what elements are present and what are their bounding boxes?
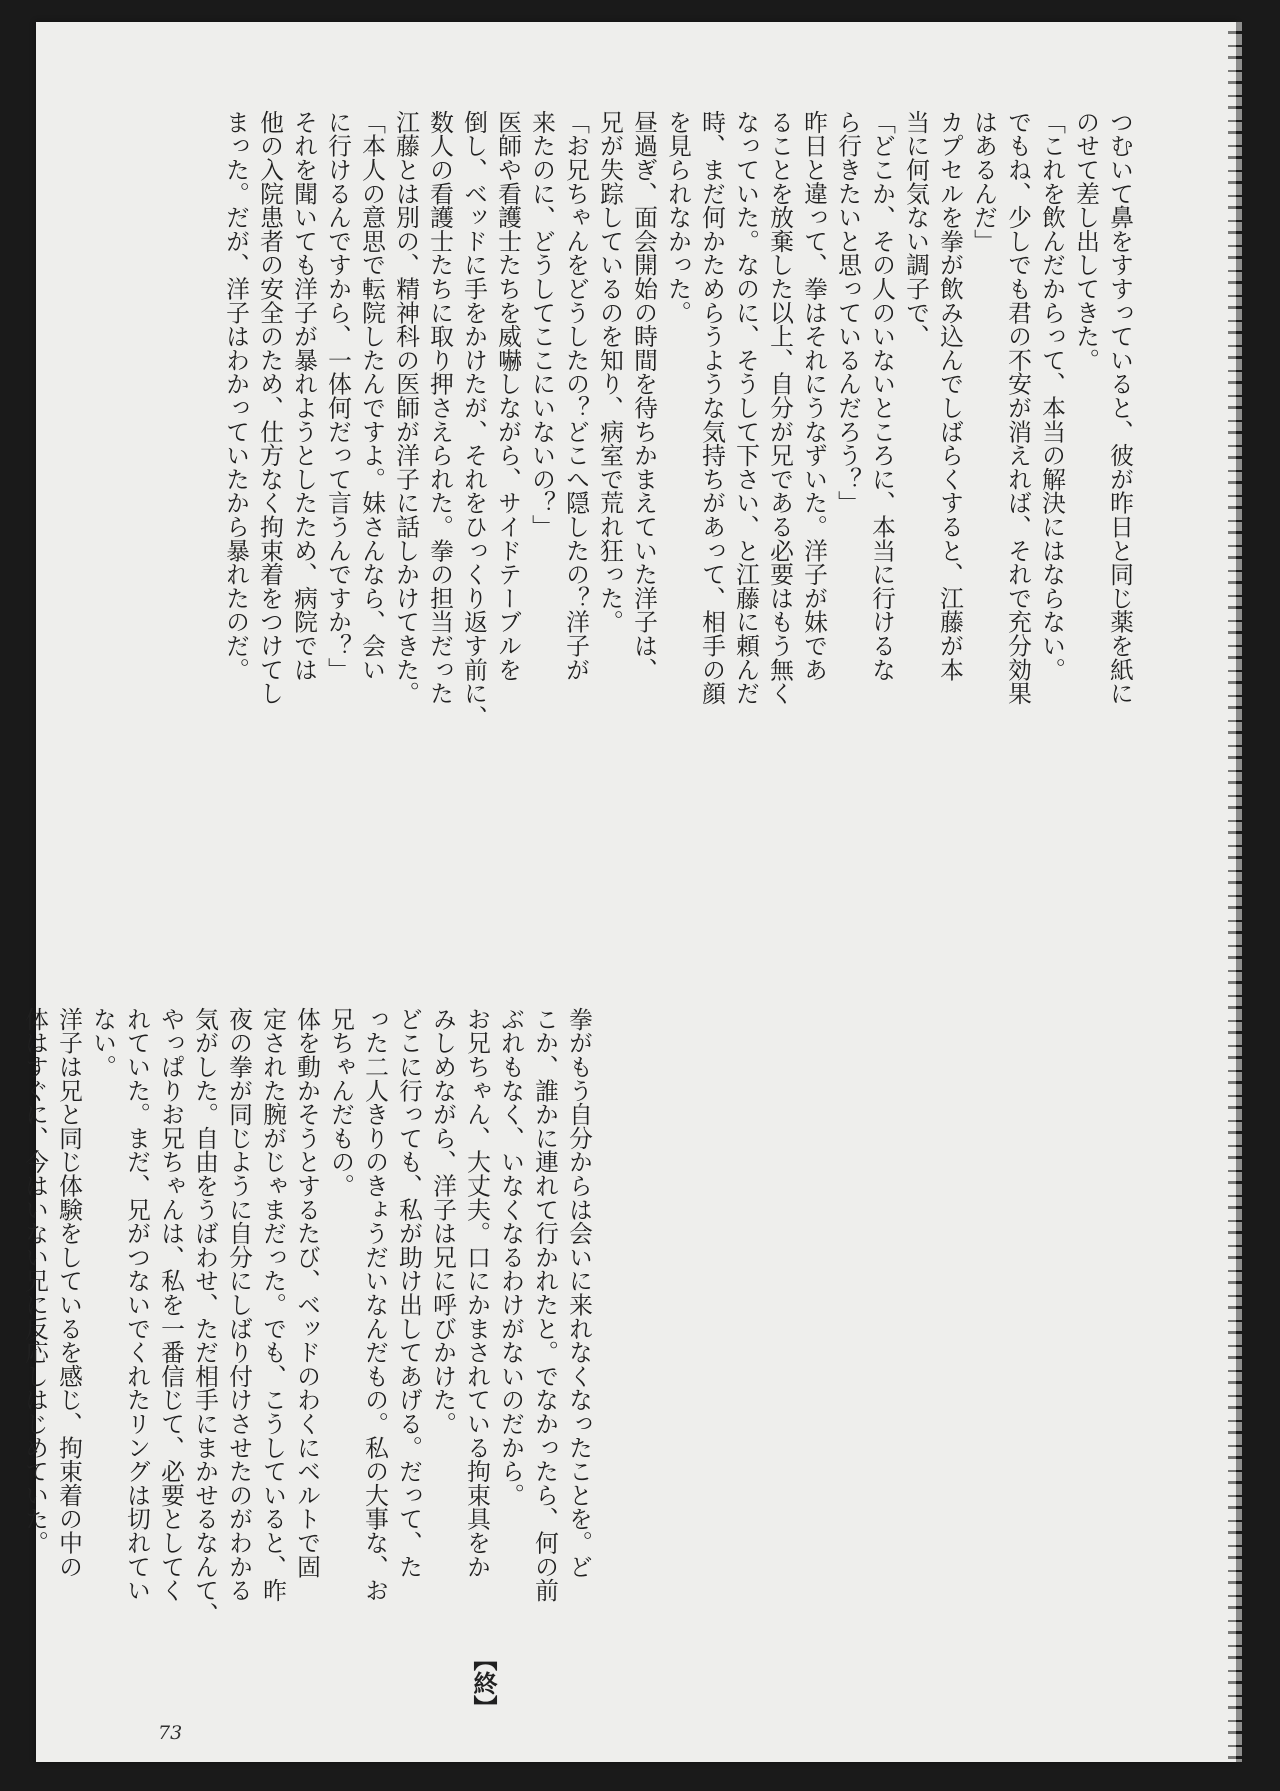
text-column: ぶれもなく、いなくなるわけがないのだから。 <box>497 1007 525 1507</box>
text-column: やっぱりお兄ちゃんは、私を一番信じて、必要としてく <box>157 1007 185 1602</box>
text-column: まった。だが、洋子はわかっていたから暴れたのだ。 <box>222 110 250 682</box>
text-column: どこに行っても、私が助け出してあげる。だって、た <box>395 1007 423 1579</box>
text-column: 「これを飲んだからって、本当の解決にはならない。 <box>1038 110 1066 682</box>
text-column: それを聞いても洋子が暴れようとしたため、病院では <box>290 110 318 682</box>
text-column: 江藤とは別の、精神科の医師が洋子に話しかけてきた。 <box>392 110 420 705</box>
end-mark: 【終】 <box>469 1647 498 1719</box>
text-column: に行けるんですから、一体何だって言うんですか？」 <box>324 110 352 682</box>
text-column: 夜の拳が同じように自分にしばり付けさせたのがわかる <box>225 1007 253 1602</box>
text-column: のせて差し出してきた。 <box>1072 110 1100 372</box>
text-column: 兄が失踪しているのを知り、病室で荒れ狂った。 <box>596 110 624 634</box>
text-column: 兄ちゃんだもの。 <box>327 1007 355 1198</box>
torn-page-edge <box>1228 22 1242 1762</box>
text-column: 拳がもう自分からは会いに来れなくなったことを。ど <box>565 1007 593 1579</box>
text-column: った二人きりのきょうだいなんだもの。私の大事な、お <box>361 1007 389 1602</box>
text-column: 倒し、ベッドに手をかけたが、それをひっくり返す前に、 <box>460 110 488 729</box>
page-number: 73 <box>158 1722 183 1744</box>
text-column: 「お兄ちゃんをどうしたの？どこへ隠したの？洋子が <box>562 110 590 682</box>
text-column: みしめながら、洋子は兄に呼びかけた。 <box>429 1007 457 1436</box>
text-column: はあるんだ」 <box>970 110 998 253</box>
text-column: なっていた。なのに、そうして下さい、と江藤に頼んだ <box>732 110 760 705</box>
text-column: つむいて鼻をすすっていると、彼が昨日と同じ薬を紙に <box>1106 110 1134 705</box>
text-column: 「どこか、その人のいないところに、本当に行けるな <box>868 110 896 682</box>
text-column: こか、誰かに連れて行かれたと。でなかったら、何の前 <box>531 1007 559 1602</box>
text-column: 「本人の意思で転院したんですよ。妹さんなら、会い <box>358 110 386 682</box>
text-column: 数人の看護士たちに取り押さえられた。拳の担当だった <box>426 110 454 705</box>
text-column: でもね、少しでも君の不安が消えれば、それで充分効果 <box>1004 110 1032 705</box>
upper-text-block <box>219 110 1137 970</box>
text-column: カプセルを拳が飲み込んでしばらくすると、江藤が本 <box>936 110 964 682</box>
text-column: ることを放棄した以上、自分が兄である必要はもう無く <box>766 110 794 705</box>
text-column: 気がした。自由をうばわせ、ただ相手にまかせるなんて、 <box>191 1007 219 1626</box>
text-column: を見られなかった。 <box>664 110 692 325</box>
text-column: 来たのに、どうしてここにいないの？」 <box>528 110 556 539</box>
lower-text-block <box>18 1007 596 1707</box>
text-column: 医師や看護士たちを威嚇しながら、サイドテーブルを <box>494 110 522 682</box>
text-column: 昼過ぎ、面会開始の時間を待ちかまえていた洋子は、 <box>630 110 658 682</box>
scanned-book-page <box>21 22 1236 1762</box>
text-column: れていた。まだ、兄がつないでくれたリングは切れてい <box>123 1007 151 1602</box>
text-column: 洋子は兄と同じ体験をしているを感じ、拘束着の中の <box>55 1007 83 1579</box>
text-column: 定された腕がじゃまだった。でも、こうしていると、昨 <box>259 1007 287 1602</box>
text-column: 他の入院患者の安全のため、仕方なく拘束着をつけてし <box>256 110 284 705</box>
text-column: お兄ちゃん、大丈夫。口にかまされている拘束具をか <box>463 1007 491 1579</box>
text-column: 体はすぐに、今はいない兄に反応しはじめていた。 <box>21 1007 49 1555</box>
text-column: ない。 <box>89 1007 117 1079</box>
text-column: 昨日と違って、拳はそれにうなずいた。洋子が妹であ <box>800 110 828 682</box>
text-column: 当に何気ない調子で、 <box>902 110 930 348</box>
text-column: 体を動かそうとするたび、ベッドのわくにベルトで固 <box>293 1007 321 1579</box>
text-column: ら行きたいと思っているんだろう？」 <box>834 110 862 515</box>
text-column: 時、まだ何かためらうような気持ちがあって、相手の顔 <box>698 110 726 705</box>
